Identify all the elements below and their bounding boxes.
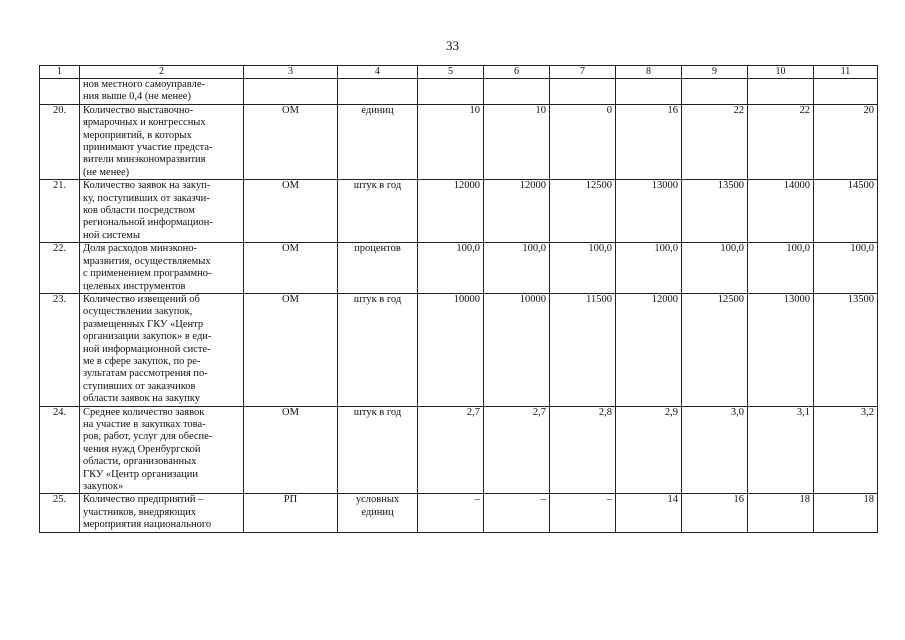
column-header: 3 [244,66,338,79]
column-header: 2 [80,66,244,79]
indicator-value [814,79,878,105]
indicator-value: 12000 [418,180,484,243]
indicator-name-line: ку, поступивших от заказчи- [83,192,210,204]
indicator-value: 10000 [484,293,550,406]
row-number: 25. [40,494,80,532]
indicator-name [80,243,244,294]
indicator-value: 10 [484,104,550,179]
indicator-name-line: региональной информацион- [83,217,213,229]
indicator-value: 100,0 [814,243,878,294]
indicator-name-line: ме в сфере закупок, по ре- [83,355,201,367]
indicator-value [682,79,748,105]
indicator-name-line: на участие в закупках това- [83,418,206,430]
indicator-value: 3,1 [748,406,814,494]
indicator-name-line: Среднее количество заявок [83,406,205,418]
column-header: 10 [748,66,814,79]
column-header: 9 [682,66,748,79]
indicator-name-line: Количество заявок на закуп- [83,180,211,192]
indicators-table [39,65,878,533]
row-number: 22. [40,243,80,294]
indicator-value: 2,7 [418,406,484,494]
indicator-name-line: ступивших от заказчиков [83,380,196,392]
indicator-value: 14000 [748,180,814,243]
row-number: 23. [40,293,80,406]
indicator-name-line: Количество предприятий – [83,494,204,506]
indicator-name-line: ров, работ, услуг для обеспе- [83,431,213,443]
indicator-name-line: ков области посредством [83,205,195,217]
column-header: 1 [40,66,80,79]
row-number: 24. [40,406,80,494]
indicator-name-line: ГКУ «Центр организации [83,468,198,480]
indicator-value: 16 [616,104,682,179]
indicator-name-line: размещенных ГКУ «Центр [83,318,204,330]
indicator-value: 2,7 [484,406,550,494]
column-header: 11 [814,66,878,79]
indicator-value [748,79,814,105]
indicator-value: 100,0 [418,243,484,294]
indicator-name-line: нов местного самоуправле- [83,79,205,90]
indicator-value: 13000 [616,180,682,243]
row-number: 21. [40,180,80,243]
indicator-type: ОМ [244,293,338,406]
table-row [40,406,878,494]
column-header: 5 [418,66,484,79]
indicator-name [80,104,244,179]
indicator-name [80,494,244,532]
indicator-value: 10000 [418,293,484,406]
indicator-name-line: целевых инструментов [83,280,186,292]
indicator-value: – [484,494,550,532]
row-number: 20. [40,104,80,179]
indicator-value: 13500 [682,180,748,243]
indicator-name-line: чения нужд Оренбургской [83,443,201,455]
indicator-value: 3,0 [682,406,748,494]
indicator-value [484,79,550,105]
indicator-value: 18 [814,494,878,532]
unit-of-measure: штук в год [338,406,418,494]
indicator-value: – [550,494,616,532]
indicator-value: 14500 [814,180,878,243]
indicator-value [550,79,616,105]
indicator-value: 11500 [550,293,616,406]
indicator-value: 100,0 [484,243,550,294]
indicator-name [80,406,244,494]
table-header-row [40,66,878,79]
indicator-value: 22 [682,104,748,179]
indicator-name-line: принимают участие предста- [83,142,213,154]
indicator-name-line: мероприятий, в которых [83,129,192,141]
indicator-name [80,180,244,243]
indicator-name-line: мразвития, осуществляемых [83,255,211,267]
row-number [40,79,80,105]
indicator-name-line: с применением программно- [83,268,212,280]
table-row [40,494,878,532]
table-row [40,79,878,105]
indicator-name-line: осуществлении закупок, [83,306,193,318]
indicator-value: 0 [550,104,616,179]
indicator-value: 100,0 [682,243,748,294]
indicator-value: 13500 [814,293,878,406]
indicator-value: 16 [682,494,748,532]
indicator-name [80,293,244,406]
indicator-name-line: закупок» [83,481,124,492]
unit-line: условных [355,494,400,506]
indicator-value [616,79,682,105]
indicator-type: ОМ [244,180,338,243]
indicator-name-line: ния выше 0,4 (не менее) [83,91,191,103]
indicator-value: 18 [748,494,814,532]
indicator-value: 12500 [682,293,748,406]
indicator-value: 12000 [484,180,550,243]
unit-of-measure [338,494,418,532]
indicator-value: – [418,494,484,532]
indicator-value: 20 [814,104,878,179]
indicator-name-line: Количество извещений об [83,293,200,305]
indicator-name-line: вители минэкономразвития [83,154,206,166]
indicator-name-line: (не менее) [83,166,130,178]
table-row [40,180,878,243]
indicator-value: 14 [616,494,682,532]
unit-of-measure: единиц [338,104,418,179]
indicator-value: 22 [748,104,814,179]
indicator-name-line: зультатам рассмотрения по- [83,368,208,380]
table-row [40,293,878,406]
indicator-name-line: области, организованных [83,456,197,468]
indicator-value [418,79,484,105]
indicator-name-line: мероприятия национального [83,519,212,531]
indicator-value: 100,0 [748,243,814,294]
unit-line: единиц [361,506,394,518]
indicator-value: 12000 [616,293,682,406]
unit-of-measure: штук в год [338,180,418,243]
indicator-value: 13000 [748,293,814,406]
unit-of-measure: штук в год [338,293,418,406]
column-header: 6 [484,66,550,79]
indicator-name-line: области заявок на закупку [83,393,200,405]
indicator-type: ОМ [244,243,338,294]
indicator-name [80,79,244,105]
page-number: 33 [446,38,459,53]
indicator-name-line: ной информационной систе- [83,343,211,355]
table-row [40,243,878,294]
indicator-value: 2,8 [550,406,616,494]
indicator-value: 100,0 [616,243,682,294]
indicator-name-line: ярмарочных и конгрессных [83,117,206,129]
indicator-name-line: Доля расходов минэконо- [83,243,197,255]
indicator-type: РП [244,494,338,532]
indicator-value: 12500 [550,180,616,243]
column-header: 4 [338,66,418,79]
unit-of-measure: процентов [338,243,418,294]
indicator-value: 3,2 [814,406,878,494]
indicator-value: 10 [418,104,484,179]
indicator-value: 2,9 [616,406,682,494]
indicator-name-line: организации закупок» в еди- [83,331,212,343]
indicator-value: 100,0 [550,243,616,294]
indicator-type: ОМ [244,104,338,179]
column-header: 8 [616,66,682,79]
indicator-name-line: ной системы [83,229,141,241]
table-row [40,104,878,179]
indicator-name-line: участников, внедряющих [83,506,197,518]
column-header: 7 [550,66,616,79]
unit-of-measure [338,79,418,105]
indicator-name-line: Количество выставочно- [83,104,194,116]
indicator-type [244,79,338,105]
indicator-type: ОМ [244,406,338,494]
